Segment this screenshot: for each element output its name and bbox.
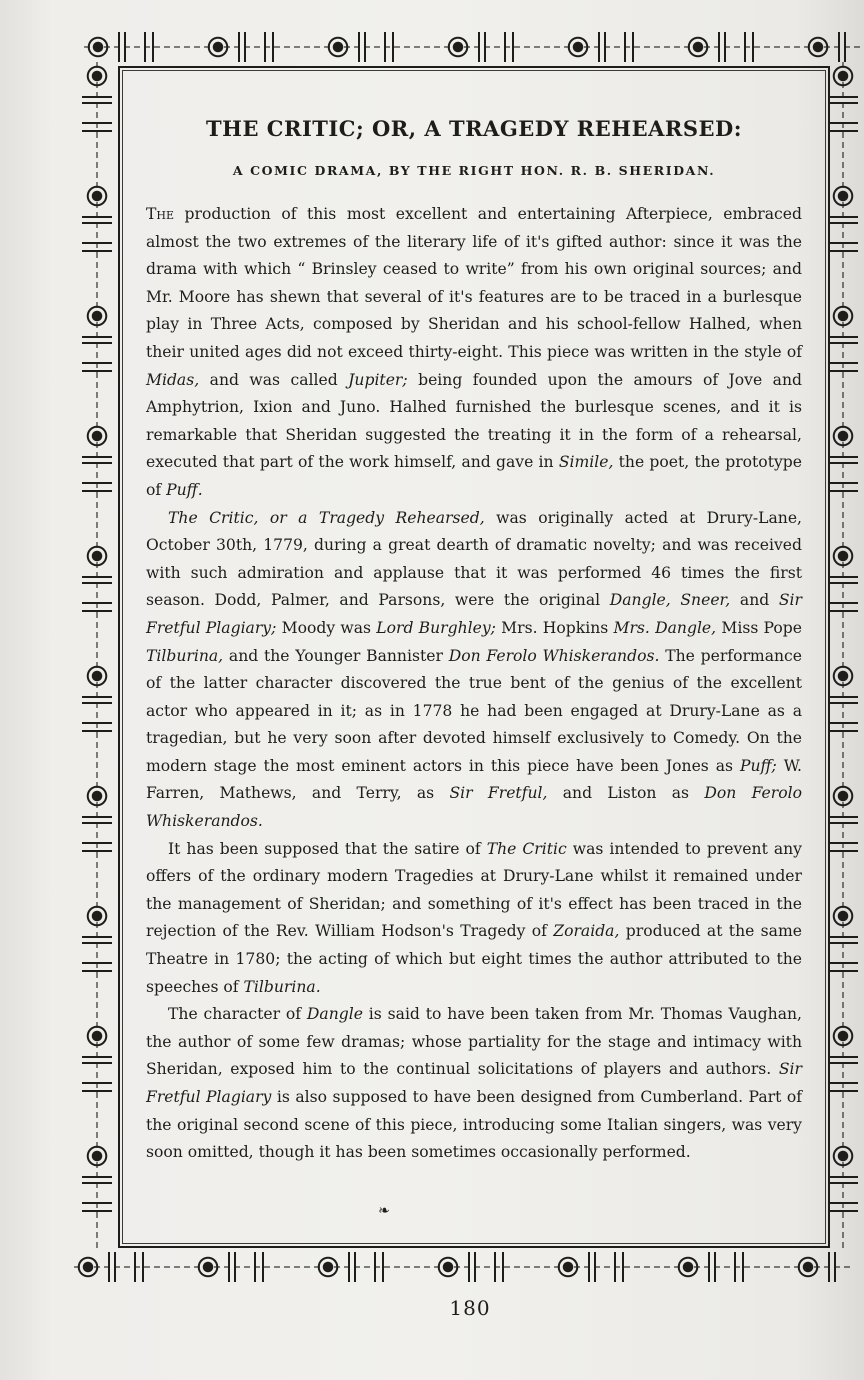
page-title: THE CRITIC; OR, A TRAGEDY REHEARSED: — [206, 116, 742, 141]
drop-word: The — [146, 205, 175, 223]
italic-text: Sir Fretful Plagiary; — [146, 591, 802, 637]
italic-text: Lord Burghley; — [376, 618, 496, 637]
italic-text: Zoraida, — [553, 922, 620, 941]
italic-text: Dangle — [306, 1005, 363, 1024]
paragraph-4 — [146, 1001, 802, 1167]
ornamental-border-top — [84, 32, 860, 62]
ornamental-border-left — [82, 62, 112, 1252]
italic-text: Puff. — [166, 480, 203, 499]
italic-text: Don Ferolo Whiskerandos. — [146, 784, 802, 831]
italic-text: Tilburina, — [146, 646, 224, 665]
paragraph-2 — [146, 505, 802, 836]
text-run: It has been supposed that the satire of — [168, 839, 487, 858]
text-run: and — [730, 591, 779, 610]
ornamental-border-bottom — [74, 1252, 852, 1282]
italic-text: Don Ferolo Whiskerandos. — [448, 646, 660, 665]
italic-text: Midas, — [146, 370, 200, 389]
italic-text: Sir Fretful Plagiary — [146, 1060, 802, 1106]
text-run: and the Younger Bannister — [223, 646, 449, 665]
text-run: the poet, the prototype of — [146, 453, 802, 499]
italic-text: Dangle, Sneer, — [609, 591, 731, 610]
text-run: and Liston as — [547, 784, 705, 803]
paragraph-3 — [146, 836, 802, 1002]
text-run: The performance of the latter character discovered the true bent of the genius of the excellent actor who appeared in it; as in 1778 he had been engaged at Drury-Lane as a tragedian, but he very soon after devoted himself exclusively to Comedy. On the modern stage the most eminent actors in this piece have been Jones as — [146, 646, 803, 775]
text-run: W. Farren, Mathews, and Terry, as — [146, 756, 802, 803]
italic-text: Mrs. Dangle, — [613, 618, 717, 637]
text-run: Moody was — [276, 618, 377, 637]
text-run: was originally acted at Drury-Lane, October 30th, 1779, during a great dearth of dramatic novelty; and was received with such admiration and applause that it was performed 46 times the first season. Dodd, Palmer, and Parsons, were the original — [146, 508, 803, 610]
paragraph-1 — [146, 201, 802, 505]
italic-text: Puff; — [739, 756, 777, 775]
italic-text: The Critic, or a Tragedy Rehearsed, — [168, 508, 485, 527]
end-ornament-icon: ❧ — [378, 1203, 390, 1219]
text-run: being founded upon the amours of Jove and Amphytrion, Ixion and Juno. Halhed furnished the burlesque scenes, and it is remarkable that Sheridan suggested the treating it in the form of a rehearsal, executed that part of the work himself, and gave in — [146, 370, 802, 472]
text-run: was intended to prevent any offers of the ordinary modern Tragedies at Drury-Lane whilst it remained under the management of Sheridan; and something of it's effect has been traced in the rejection of the Rev. William Hodson's Tragedy of — [146, 839, 802, 941]
italic-text: Sir Fretful, — [449, 784, 548, 803]
page-number: 180 — [449, 1296, 491, 1320]
text-run: and was called — [199, 370, 349, 389]
ornamental-border-right — [828, 62, 858, 1252]
text-run: Miss Pope — [716, 618, 803, 637]
text-run: The character of — [168, 1005, 307, 1024]
text-run: Mrs. Hopkins — [495, 618, 614, 637]
italic-text: Tilburina. — [243, 977, 321, 996]
text-run: is said to have been taken from Mr. Thomas Vaughan, the author of some few dramas; whose partiality for the stage and intimacy with Sheridan, exposed him to the continual solicitations of players and authors. — [146, 1005, 802, 1079]
text-run: produced at the same Theatre in 1780; the acting of which but eight times the author attributed to the speeches of — [146, 922, 802, 996]
page-subtitle: A COMIC DRAMA, BY THE RIGHT HON. R. B. SHERIDAN. — [232, 163, 716, 178]
italic-text: Jupiter; — [348, 370, 408, 389]
article-body — [146, 201, 802, 1167]
italic-text: The Critic — [486, 839, 567, 858]
text-run: production of this most excellent and entertaining Afterpiece, embraced almost the two extremes of the literary life of it's gifted author: since it was the drama with which “ Brinsley ceased to write” from his own original sources; and Mr. Moore has shewn that several of it's features are to be traced in a burlesque play in Three Acts, composed by Sheridan and his school-fellow Halhed, when their united ages did not exceed thirty-eight. This piece was written in the style of — [146, 205, 802, 361]
italic-text: Simile, — [558, 453, 614, 472]
text-run: is also supposed to have been designed from Cumberland. Part of the original second scene of this piece, introducing some Italian singers, was very soon omitted, though it has been sometimes occasionally performed. — [146, 1088, 803, 1162]
